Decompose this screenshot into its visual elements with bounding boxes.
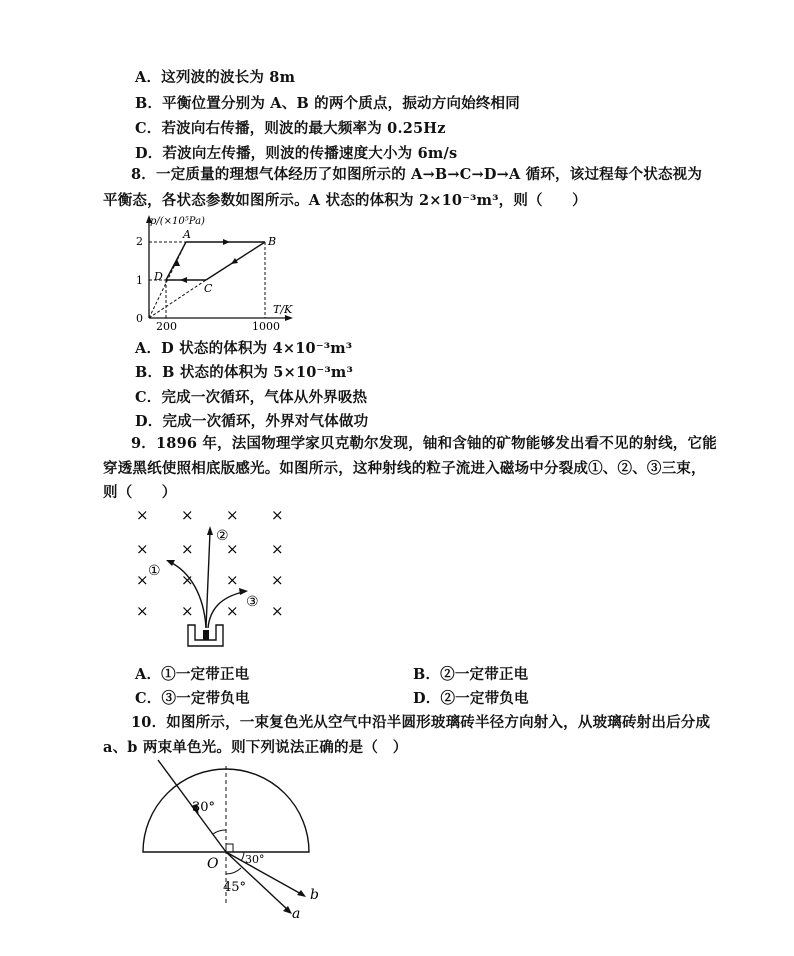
q8-option-a: A．D 状态的体积为 4×10⁻³m³ [135, 340, 353, 357]
q9-stem-line3: 则（ ） [103, 484, 177, 501]
svg-text:×: × [271, 571, 284, 589]
q9-option-c: C．③一定带负电 [135, 690, 250, 707]
q7-option-b: B．平衡位置分别为 A、B 的两个质点，振动方向始终相同 [135, 95, 520, 112]
svg-text:×: × [136, 602, 149, 620]
svg-text:×: × [136, 540, 149, 558]
svg-text:×: × [226, 540, 239, 558]
q8-stem-line2: 平衡态，各状态参数如图所示。A 状态的体积为 2×10⁻³m³，则（ ） [103, 192, 587, 209]
point-b-label: B [268, 235, 277, 248]
svg-text:×: × [271, 506, 284, 524]
q7-option-c: C．若波向右传播，则波的最大频率为 0.25Hz [135, 120, 446, 137]
q9-option-b: B．②一定带正电 [413, 666, 529, 683]
q8-option-b: B．B 状态的体积为 5×10⁻³m³ [135, 364, 354, 381]
svg-text:×: × [136, 506, 149, 524]
angle-b-label: 30° [245, 853, 265, 866]
svg-text:×: × [271, 540, 284, 558]
q8-stem-line1: 8．一定质量的理想气体经历了如图所示的 A→B→C→D→A 循环，该过程每个状态视为 [131, 166, 703, 183]
svg-text:×: × [271, 602, 284, 620]
x-axis-label: T/K [273, 303, 293, 316]
angle-incident-label: 30° [192, 800, 216, 815]
path-da [166, 242, 186, 280]
q9-option-a: A．①一定带正电 [135, 666, 250, 683]
pt-diagram [128, 212, 303, 334]
q8-option-c: C．完成一次循环，气体从外界吸热 [135, 389, 368, 406]
magnetic-field-diagram [128, 500, 298, 650]
ray-a-label: a [292, 906, 301, 921]
svg-text:×: × [181, 540, 194, 558]
y-tick-0: 0 [136, 312, 143, 325]
q7-option-a: A．这列波的波长为 8m [135, 69, 296, 86]
glass-brick-diagram [135, 756, 325, 921]
q10-stem-line1: 10．如图所示，一束复色光从空气中沿半圆形玻璃砖半径方向射入，从玻璃砖射出后分成 [131, 714, 711, 731]
point-a-label: A [183, 228, 191, 241]
y-tick-1: 1 [136, 274, 143, 287]
svg-text:×: × [226, 571, 239, 589]
svg-text:×: × [226, 506, 239, 524]
q9-stem-line1: 9．1896 年，法国物理学家贝克勒尔发现，铀和含铀的矿物能够发出看不见的射线，它能 [131, 435, 717, 452]
beam-2-label: ② [216, 528, 229, 544]
y-axis-label: p/(×10⁵Pa) [150, 216, 205, 227]
q9-option-d: D．②一定带负电 [413, 690, 529, 707]
radioactive-source [203, 630, 209, 640]
center-o-label: O [207, 856, 219, 872]
angle-a-label: 45° [223, 880, 247, 895]
ray-b-label: b [310, 887, 319, 903]
beam-3-label: ③ [246, 594, 259, 610]
beam-2 [206, 532, 210, 628]
svg-text:×: × [181, 506, 194, 524]
point-c-label: C [204, 282, 213, 295]
x-tick-200: 200 [156, 320, 177, 333]
q8-option-d: D．完成一次循环，外界对气体做功 [135, 413, 369, 430]
beam-1-label: ① [148, 563, 161, 579]
x-tick-1000: 1000 [252, 320, 280, 333]
q9-stem-line2: 穿透黑纸使照相底版感光。如图所示，这种射线的粒子流进入磁场中分裂成①、②、③三束， [103, 460, 706, 477]
point-d-label: D [154, 270, 163, 283]
y-tick-2: 2 [136, 235, 143, 248]
svg-text:×: × [181, 571, 194, 589]
svg-text:×: × [226, 602, 239, 620]
q7-option-d: D．若波向左传播，则波的传播速度大小为 6m/s [135, 145, 458, 162]
svg-text:×: × [136, 571, 149, 589]
svg-text:×: × [181, 602, 194, 620]
q10-stem-line2: a、b 两束单色光。则下列说法正确的是（ ） [103, 739, 408, 756]
